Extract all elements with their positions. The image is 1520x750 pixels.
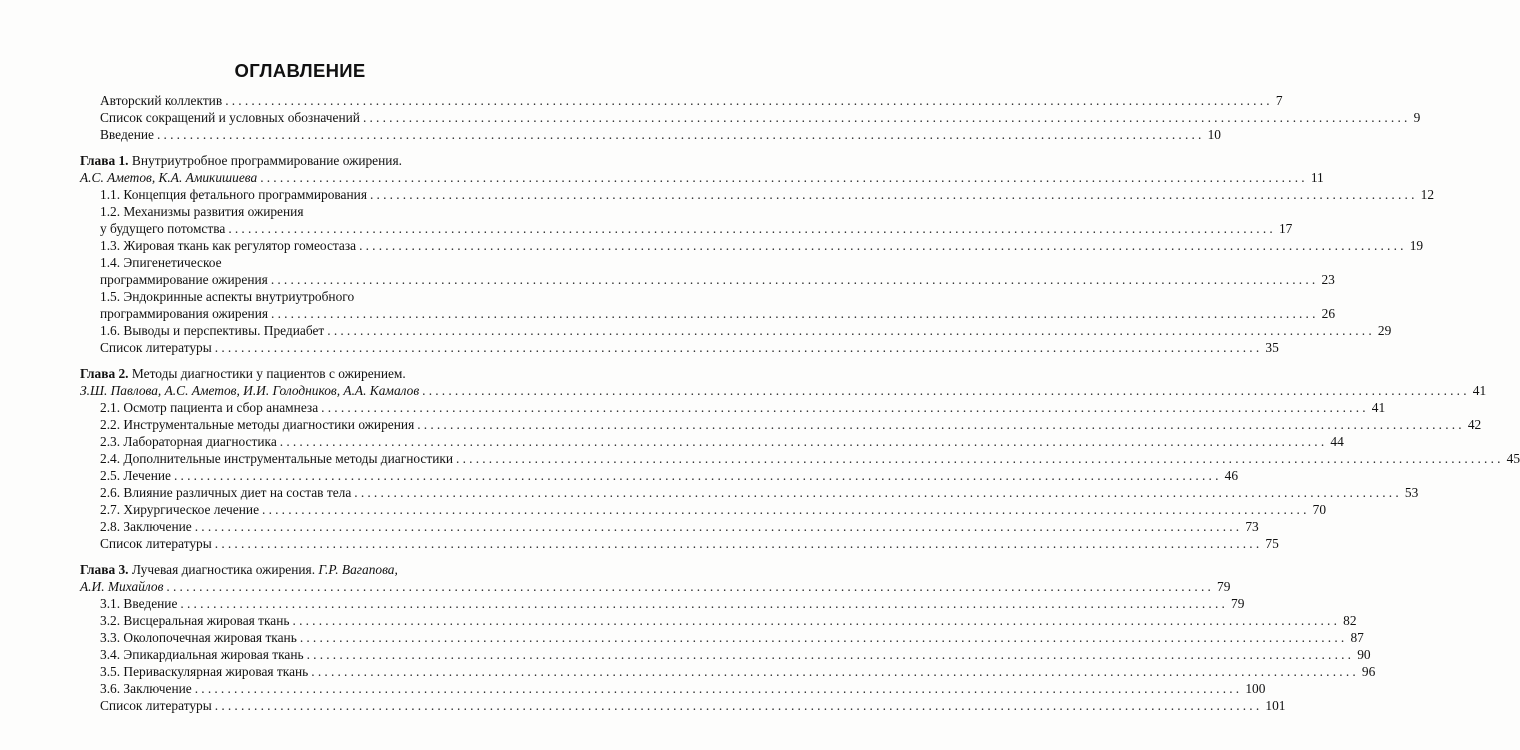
page-number: 44 [1330,434,1344,449]
chapter-authors: А.И. Михайлов [80,579,164,594]
dot-leader: ................................................................................................................................................................ [292,613,1341,628]
page-number: 90 [1357,647,1371,662]
page-title: ОГЛАВЛЕНИЕ [234,60,366,81]
toc-entry-3-1[interactable]: 3.1. Введение ................................................................................................................................................................ 79 [100,596,1245,611]
dot-leader: ................................................................................................................................................................ [214,536,1263,551]
page-number: 41 [1371,400,1386,415]
page-number: 11 [1310,170,1324,185]
chapter-authors: А.С. Аметов, К.А. Амикишиева [80,170,258,185]
page-number: 10 [1207,127,1221,142]
dot-leader: ................................................................................................................................................................ [214,340,1263,355]
dot-leader: ................................................................................................................................................................ [271,306,1319,321]
dot-leader: ................................................................................................................................................................ [228,221,1276,236]
toc-entry-2-5[interactable]: 2.5. Лечение ................................................................................................................................................................ 46 [100,468,1239,483]
page-number: 53 [1404,485,1419,500]
dot-leader: ................................................................................................................................................................ [180,596,1229,611]
toc-entry-1-5[interactable]: программирования ожирения ................................................................................................................................................................ 26 [100,306,1336,321]
toc-entry-2-1[interactable]: 2.1. Осмотр пациента и сбор анамнеза ................................................................................................................................................................ 41 [100,400,1386,415]
page-number: 26 [1321,306,1336,321]
dot-leader: ................................................................................................................................................................ [321,400,1369,415]
toc-entry-3-2[interactable]: 3.2. Висцеральная жировая ткань ................................................................................................................................................................ 82 [100,613,1357,628]
page-number: 46 [1224,468,1239,483]
chapter-2-authors-entry[interactable] [0,382,1487,399]
dot-leader: ................................................................................................................................................................ [417,417,1465,432]
toc-entry-1-1[interactable]: 1.1. Концепция фетального программирования ................................................................................................................................................................ 12 [100,187,1435,202]
dot-leader: ................................................................................................................................................................ [194,681,1243,696]
toc-entry-1-4[interactable]: программирование ожирения ................................................................................................................................................................ 23 [100,272,1335,287]
page-number: 79 [1231,596,1245,611]
chapter-number: Глава 2. [80,366,129,381]
page-number: 100 [1245,681,1266,696]
dot-leader: ................................................................................................................................................................ [194,519,1243,534]
dot-leader: ................................................................................................................................................................ [214,698,1263,713]
toc-entry-1-2[interactable]: у будущего потомства ................................................................................................................................................................ 17 [100,221,1293,236]
chapter-authors-line1: Г.Р. Вагапова, [318,562,398,577]
dot-leader: ................................................................................................................................................................ [327,323,1375,338]
dot-leader: ................................................................................................................................................................ [279,434,1328,449]
toc-entry-2-references[interactable]: Список литературы ................................................................................................................................................................ 75 [100,536,1279,551]
page-number: 96 [1361,664,1376,679]
dot-leader: ................................................................................................................................................................ [456,451,1504,466]
toc-entry-1-2-line1: 1.2. Механизмы развития ожирения [100,204,304,219]
chapter-1-authors-entry[interactable] [0,169,1324,186]
toc-entry-3-3[interactable]: 3.3. Околопочечная жировая ткань ................................................................................................................................................................ 87 [100,630,1364,645]
chapter-number: Глава 1. [80,153,129,168]
chapter-3-authors-entry[interactable] [0,578,1231,595]
toc-entry-1-3[interactable]: 1.3. Жировая ткань как регулятор гомеостаза ................................................................................................................................................................ 19 [100,238,1424,253]
chapter-2-heading [0,365,680,382]
dot-leader: ................................................................................................................................................................ [354,485,1402,500]
page-number: 101 [1265,698,1286,713]
chapter-title: Внутриутробное программирование ожирения. [131,153,402,168]
dot-leader: ................................................................................................................................................................ [174,468,1222,483]
toc-entry-introduction[interactable]: Введение ................................................................................................................................................................ 10 [100,127,1221,142]
toc-entry-1-5-line1: 1.5. Эндокринные аспекты внутриутробного [100,289,355,304]
page-number: 12 [1420,187,1435,202]
page-number: 82 [1343,613,1357,628]
toc-entry-3-6[interactable]: 3.6. Заключение ................................................................................................................................................................ 100 [100,681,1266,696]
page-number: 7 [1275,93,1283,108]
toc-entry-3-5[interactable]: 3.5. Периваскулярная жировая ткань ................................................................................................................................................................ 96 [100,664,1376,679]
chapter-title: Лучевая диагностика ожирения. [131,562,316,577]
chapter-3-heading [0,561,680,578]
page-number: 45 [1506,451,1520,466]
dot-leader: ................................................................................................................................................................ [166,579,1215,594]
chapter-title: Методы диагностики у пациентов с ожирением. [131,366,406,381]
dot-leader: ................................................................................................................................................................ [225,93,1273,108]
page-number: 29 [1377,323,1392,338]
dot-leader: ................................................................................................................................................................ [359,238,1407,253]
toc-entry-2-2[interactable]: 2.2. Инструментальные методы диагностики ожирения ................................................................................................................................................................ 42 [100,417,1482,432]
toc-entry-2-3[interactable]: 2.3. Лабораторная диагностика ................................................................................................................................................................ 44 [100,434,1344,449]
toc-entry-authors[interactable]: Авторский коллектив ................................................................................................................................................................ 7 [100,93,1283,108]
dot-leader: ................................................................................................................................................................ [370,187,1418,202]
page-number: 35 [1265,340,1279,355]
toc-entry-3-references[interactable]: Список литературы ................................................................................................................................................................ 101 [100,698,1286,713]
toc-entry-2-8[interactable]: 2.8. Заключение ................................................................................................................................................................ 73 [100,519,1259,534]
page-number: 75 [1265,536,1279,551]
chapter-authors: З.Ш. Павлова, А.С. Аметов, И.И. Голодников, А.А. Камалов [80,383,420,398]
dot-leader: ................................................................................................................................................................ [299,630,1348,645]
page-number: 9 [1413,110,1421,125]
dot-leader: ................................................................................................................................................................ [156,127,1205,142]
toc-entry-2-6[interactable]: 2.6. Влияние различных диет на состав тела ................................................................................................................................................................ 53 [100,485,1419,500]
dot-leader: ................................................................................................................................................................ [306,647,1355,662]
toc-entry-1-4-line1: 1.4. Эпигенетическое [100,255,222,270]
page-number: 17 [1278,221,1293,236]
page-number: 23 [1321,272,1335,287]
dot-leader: ................................................................................................................................................................ [311,664,1359,679]
toc-entry-abbreviations[interactable]: Список сокращений и условных обозначений ................................................................................................................................................................ 9 [100,110,1421,125]
page-number: 73 [1245,519,1259,534]
dot-leader: ................................................................................................................................................................ [262,502,1310,517]
page-number: 79 [1217,579,1231,594]
toc-entry-1-references[interactable]: Список литературы ................................................................................................................................................................ 35 [100,340,1279,355]
page-number: 19 [1409,238,1424,253]
dot-leader: ................................................................................................................................................................ [270,272,1319,287]
page-number: 87 [1350,630,1364,645]
dot-leader: ................................................................................................................................................................ [260,170,1308,185]
page-number: 41 [1472,383,1487,398]
toc-entry-3-4[interactable]: 3.4. Эпикардиальная жировая ткань ................................................................................................................................................................ 90 [100,647,1371,662]
toc-entry-1-6[interactable]: 1.6. Выводы и перспективы. Предиабет ................................................................................................................................................................ 29 [100,323,1392,338]
dot-leader: ................................................................................................................................................................ [362,110,1411,125]
page-number: 42 [1467,417,1482,432]
dot-leader: ................................................................................................................................................................ [422,383,1470,398]
chapter-number: Глава 3. [80,562,129,577]
page-number: 70 [1312,502,1327,517]
chapter-1-heading [0,152,680,169]
toc-entry-2-4[interactable]: 2.4. Дополнительные инструментальные методы диагностики ................................................................................................................................................................ 45 [100,451,1520,466]
toc-entry-2-7[interactable]: 2.7. Хирургическое лечение ................................................................................................................................................................ 70 [100,502,1327,517]
